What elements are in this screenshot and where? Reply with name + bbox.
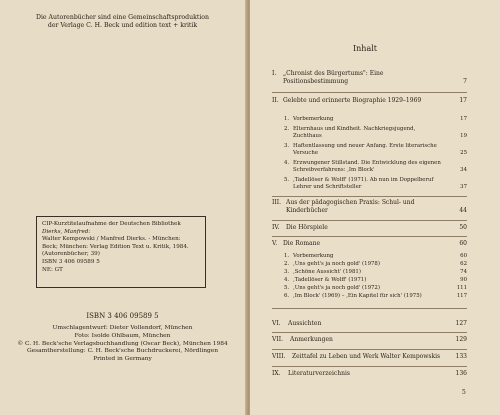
toc-entry-number: 4. — [284, 160, 290, 166]
toc-entry-number: 1. — [284, 253, 290, 259]
toc-entry-text: Die Romane — [283, 240, 320, 247]
toc-entry-number: 4. — [284, 277, 290, 283]
toc-entry-text: Aus der pädagogischen Praxis: Schul- und Kinderbücher — [286, 199, 415, 214]
isbn-line: ISBN 3 406 09589 5 — [86, 312, 159, 320]
toc-entry-page: 90 — [460, 277, 467, 283]
toc-entry-number: IV. — [272, 224, 280, 231]
imprint-line: Die Autorenbücher sind eine Gemeinschaftsproduktion — [35, 14, 210, 21]
toc-entry-number: VI. — [272, 320, 281, 327]
toc-entry-text: Zeittafel zu Leben und Werk Walter Kempowskis — [292, 353, 441, 360]
toc-entry-number: 5. — [284, 285, 290, 291]
toc-entry — [272, 70, 467, 86]
toc-subentry — [284, 126, 467, 140]
toc-subentry — [284, 253, 467, 260]
toc-entry-text: ‚Uns geht's ja noch gold' (1978) — [293, 261, 380, 267]
toc-entry — [272, 353, 467, 361]
imprint-note — [20, 14, 225, 31]
toc-entry-page: 25 — [460, 150, 467, 156]
toc-entry-page: 37 — [460, 184, 467, 190]
toc-entry-page: 133 — [455, 353, 467, 361]
toc-entry-page: 136 — [455, 370, 467, 378]
left-page — [0, 0, 247, 415]
cip-box — [36, 216, 206, 288]
toc-subentry — [284, 177, 467, 191]
cip-line: CIP-Kurztitelaufnahme der Deutschen Bibliothek — [42, 221, 181, 227]
toc-rule — [272, 220, 467, 221]
cip-line: ISBN 3 406 09589 5 — [42, 258, 100, 265]
toc-entry-page: 19 — [460, 133, 467, 139]
toc-rule — [272, 349, 467, 350]
toc-entry — [272, 320, 467, 328]
toc-entry — [272, 97, 467, 105]
toc-entry-text: Aussichten — [288, 320, 322, 327]
toc-entry — [272, 240, 467, 248]
toc-rule — [272, 92, 467, 93]
toc-subentry — [284, 269, 467, 276]
toc-entry-text: ‚Tadellöser & Wolff' (1971) — [293, 277, 367, 283]
credit-line: Gesamtherstellung: C. H. Beck'sche Buchdruckerei, Nördlingen — [26, 348, 219, 355]
cip-line: (Autorenbücher; 39) — [42, 251, 100, 258]
toc-entry-number: 2. — [284, 126, 290, 132]
toc-entry-page: 44 — [459, 207, 467, 215]
toc-entry-page: 111 — [456, 285, 467, 291]
toc-entry-text: Anmerkungen — [290, 336, 333, 343]
toc-entry-number: V. — [272, 240, 278, 247]
toc-entry-page: 50 — [459, 224, 467, 232]
toc-entry-number: III. — [272, 199, 282, 206]
toc-entry-text: Vorbemerkung — [293, 116, 334, 122]
toc-rule — [272, 308, 467, 309]
toc-entry-page: 60 — [459, 240, 467, 248]
imprint-line: der Verlage C. H. Beck und edition text + kritik — [47, 22, 198, 30]
cip-line: Dierks, Manfred: — [42, 228, 91, 235]
toc-entry-page: 17 — [460, 116, 467, 122]
toc-entry-text: Elternhaus und Kindheit. Nachkriegsjugend, Zuchthaus — [293, 126, 416, 139]
toc-entry-page: 60 — [460, 253, 467, 259]
toc-subentry — [284, 277, 467, 284]
toc-entry-page: 7 — [463, 78, 467, 86]
toc-entry-number: II. — [272, 97, 279, 104]
toc-rule — [272, 332, 467, 333]
toc-entry-text: ‚Schöne Aussicht' (1981) — [293, 269, 361, 275]
toc-entry-page: 74 — [460, 269, 467, 275]
toc-entry-text: Haftentlassung und neuer Anfang. Erste literarische Versuche — [293, 143, 437, 156]
toc-entry-text: ‚Im Block' (1969) – ‚Ein Kapitel für sich' (1975) — [293, 293, 422, 299]
toc-entry — [272, 224, 467, 232]
toc-entry — [272, 336, 467, 344]
toc-rule — [272, 196, 467, 197]
credits-block — [16, 325, 229, 364]
cip-line: Beck; München: Verlag Edition Text u. Kritik, 1984. — [42, 243, 189, 250]
toc-entry-number: 3. — [284, 269, 290, 275]
toc-entry-text: Erzwungener Stillstand. Die Entwicklung des eigenen Schreibverfahrens: ‚Im Block' — [293, 160, 441, 173]
toc-entry-number: I. — [272, 70, 277, 77]
toc-rule — [272, 366, 467, 367]
toc-entry-number: VII. — [272, 336, 283, 343]
toc-entry-number: 1. — [284, 116, 290, 122]
toc-entry-text: Gelebte und erinnerte Biographie 1929–1969 — [283, 97, 422, 104]
toc-subentry — [284, 285, 467, 292]
credit-line: Umschlagentwurf: Dieter Vollendorf, München — [52, 325, 193, 331]
toc-title: Inhalt — [352, 44, 377, 53]
cip-line: Walter Kempowski / Manfred Dierks. - München: — [42, 236, 181, 243]
toc-entry — [272, 199, 467, 215]
toc-entry-number: 6. — [284, 293, 290, 299]
toc-entry-text: „Chronist des Bürgertums": Eine Positionsbestimmung — [283, 70, 384, 85]
credit-line: © C. H. Beck'sche Verlagsbuchhandlung (Oscar Beck), München 1984 — [17, 340, 228, 347]
toc-entry-page: 127 — [455, 320, 467, 328]
toc-entry — [272, 370, 467, 378]
toc-entry-page: 62 — [460, 261, 467, 267]
toc-subentry — [284, 261, 467, 268]
toc-entry-number: VIII. — [272, 353, 286, 360]
toc-rule — [272, 236, 467, 237]
toc-subentry — [284, 143, 467, 157]
credit-line: Foto: Isolde Ohlbaum, München — [74, 332, 171, 339]
toc-entry-page: 117 — [456, 293, 467, 299]
toc-entry-page: 17 — [459, 97, 467, 105]
toc-subentry — [284, 293, 467, 300]
toc-entry-text: Literaturverzeichnis — [288, 370, 350, 377]
toc-entry-number: 3. — [284, 143, 290, 149]
toc-subentry — [284, 160, 467, 174]
toc-entry-text: ‚Uns geht's ja noch gold' (1972) — [293, 285, 380, 291]
toc-entry-text: Vorbemerkung — [293, 253, 334, 259]
toc-entry-number: 2. — [284, 261, 290, 267]
toc-subentry — [284, 116, 467, 123]
toc-entry-text: ‚Tadellöser & Wolff' (1971). Ab nun im Doppelberuf Lehrer und Schriftsteller — [293, 177, 434, 190]
credit-line: Printed in Germany — [93, 356, 152, 363]
toc-entry-number: 5. — [284, 177, 290, 183]
toc-entry-page: 34 — [460, 167, 467, 173]
page-number: 5 — [462, 389, 466, 396]
toc-entry-text: Die Hörspiele — [286, 224, 328, 231]
toc-entry-number: IX. — [272, 370, 281, 377]
toc-entry-page: 129 — [455, 336, 467, 344]
cip-line: NE: GT — [42, 266, 63, 273]
